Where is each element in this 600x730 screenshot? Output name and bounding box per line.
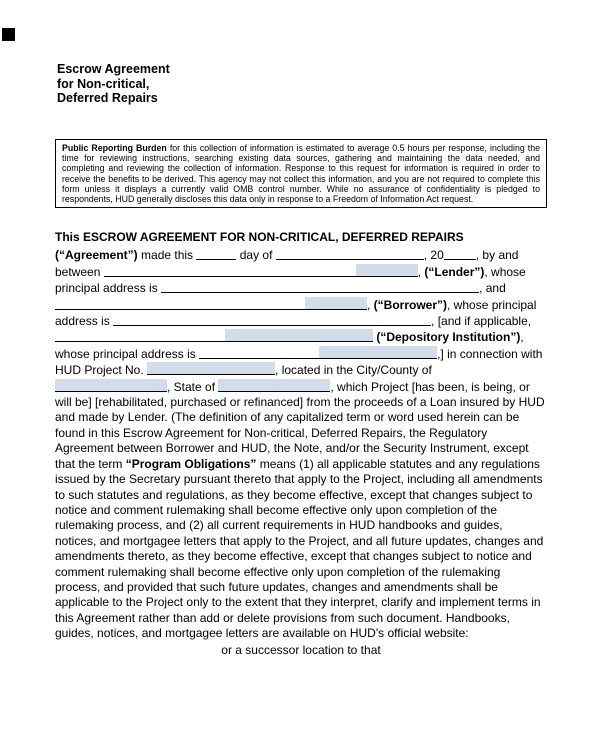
page-corner-mark	[2, 28, 15, 41]
blank-underline	[104, 264, 356, 277]
text-run: ,	[367, 297, 374, 312]
text-run: , which Project [has been, is being, or will be] [rehabilitated, purchased or refinanced] from the proceeds of a Loan insured by HUD and made by Lender. (The definition of any capitalized term or word used herein can be found in this Escrow Agreement for Non-critical, Deferred Repairs, the Regulatory Agreement between Borrower and HUD, the Note, and/or the Security Instrument, except that the term	[55, 379, 545, 471]
blank-underline	[161, 280, 479, 293]
fillable-blank-field[interactable]	[225, 329, 373, 342]
text-run: made this	[137, 248, 197, 263]
text-run: day of	[236, 248, 276, 263]
fillable-blank-field[interactable]	[218, 379, 330, 392]
burden-body-text: for this collection of information is estimated to average 0.5 hours per response, including the time for reviewing instructions, searching existing data sources, gathering and maintaining the data needed, and completing and reviewing the collection of information. Response to this request for information is required in order to receive the benefits to be derived. This agency may not collect this information, and you are not required to complete this form unless it displays a currently valid OMB control number. While no assurance of confidentiality is pledged to respondents, HUD generally discloses this data only in response to a Freedom of Information Act request.	[62, 143, 540, 205]
text-run: , located in the City/County of	[275, 363, 432, 378]
text-run: means (1) all applicable statutes and any regulations issued by the Secretary pursuant thereto that apply to the Project, including all amendments to such statutes and regulations, as they become effective, except that changes subject to notice and comment rulemaking shall become effective only upon completion of the rulemaking process, and (2) all current requirements in HUD handbooks and guides, notices, and mortgagee letters that apply to the Project, and all future updates, changes and amendments thereto, as they become effective, except that changes subject to notice and comment rulemaking shall become effective only upon completion of the rulemaking process, and provided that such future updates, changes and amendments shall be applicable to the Project only to the extent that they interpret, clarify and implement terms in this Agreement rather than add or delete provisions from such document. Handbooks, guides, notices, and mortgagee letters are available on HUD's official website:	[55, 456, 544, 641]
bold-text-run: (“Depository Institution”)	[376, 330, 521, 345]
text-run: , and	[479, 281, 506, 296]
agreement-heading: This ESCROW AGREEMENT FOR NON-CRITICAL, DEFERRED REPAIRS	[55, 230, 464, 244]
text-run: , State of	[167, 379, 219, 394]
bold-text-run: (“Agreement”)	[55, 248, 138, 263]
fillable-blank-field[interactable]	[319, 346, 437, 359]
blank-underline	[55, 329, 225, 342]
website-successor-note: or a successor location to that	[221, 642, 381, 657]
fillable-blank-field[interactable]	[305, 297, 367, 310]
text-run: ,	[417, 264, 425, 279]
text-run: , [and if applicable,	[431, 314, 532, 329]
document-title-line-1: Escrow Agreement	[57, 62, 170, 76]
text-run: , 20	[423, 248, 444, 263]
burden-lead-text: Public Reporting Burden	[62, 143, 167, 153]
fillable-blank-field[interactable]	[356, 264, 418, 277]
blank-underline	[113, 313, 431, 326]
blank-underline	[444, 247, 476, 260]
bold-text-run: “Program Obligations”	[125, 456, 257, 471]
bold-text-run: (“Borrower”)	[373, 297, 448, 312]
blank-underline	[276, 247, 424, 260]
public-reporting-burden-box	[55, 139, 547, 208]
text-run: , whose principal address is	[55, 330, 524, 361]
blank-underline	[199, 346, 319, 359]
fillable-blank-field[interactable]	[147, 362, 275, 375]
document-title-line-2: for Non-critical,	[57, 76, 150, 91]
text-run: , whose principal address is	[55, 264, 526, 296]
fillable-blank-field[interactable]	[55, 379, 167, 392]
bold-text-run: (“Lender”)	[424, 264, 485, 279]
document-title-line-3: Deferred Repairs	[57, 91, 158, 105]
text-run: , whose principal address is	[55, 297, 537, 329]
document-title	[57, 62, 170, 106]
blank-underline	[196, 247, 236, 260]
agreement-section	[55, 230, 547, 658]
text-run: ,] in connection with HUD Project No.	[55, 346, 543, 378]
agreement-body	[55, 247, 547, 641]
text-run: , by and between	[55, 248, 519, 279]
blank-underline	[55, 297, 305, 310]
